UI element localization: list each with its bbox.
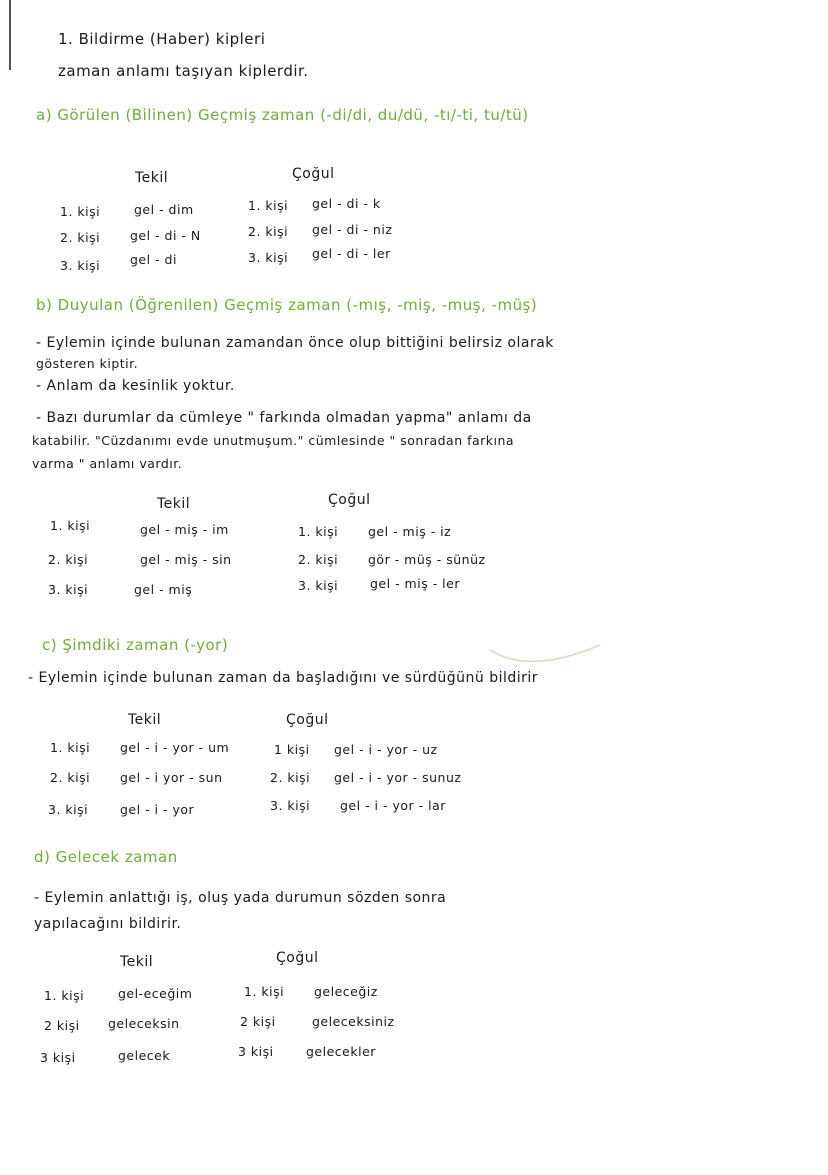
section-d-row3-person: 3 kişi xyxy=(40,1050,76,1065)
section-c-row3-form: gel - i - yor xyxy=(120,802,195,817)
section-c-row3-plural-person: 3. kişi xyxy=(270,798,311,813)
section-b-row3-plural-form: gel - miş - ler xyxy=(370,576,460,591)
section-c-row2-plural-form: gel - i - yor - sunuz xyxy=(334,770,462,785)
section-a-row2-person: 2. kişi xyxy=(60,230,101,245)
section-a-row3-plural-form: gel - di - ler xyxy=(312,246,391,261)
section-b-row3-plural-person: 3. kişi xyxy=(298,578,339,593)
section-a-tekil-label: Tekil xyxy=(135,170,169,186)
section-c-row2-person: 2. kişi xyxy=(50,770,91,785)
section-b-row1-person: 1. kişi xyxy=(50,518,91,533)
section-c-cogul-label: Çoğul xyxy=(286,712,329,728)
section-c-row1-form: gel - i - yor - um xyxy=(120,740,230,755)
section-b-title: b) Duyulan (Öğrenilen) Geçmiş zaman (-mış, -miş, -muş, -müş) xyxy=(36,296,538,314)
section-b-bullet1-line2: gösteren kiptir. xyxy=(36,356,139,371)
section-d-bullet-line1: - Eylemin anlattığı iş, oluş yada durumun sözden sonra xyxy=(34,890,447,906)
section-a-row3-plural-person: 3. kişi xyxy=(248,250,289,265)
section-b-bullet1-line1: - Eylemin içinde bulunan zamandan önce olup bittiğini belirsiz olarak xyxy=(36,335,554,351)
section-a-row2-plural-person: 2. kişi xyxy=(248,224,289,239)
section-c-row3-plural-form: gel - i - yor - lar xyxy=(340,798,446,813)
section-c-row1-plural-person: 1 kişi xyxy=(274,742,310,757)
section-d-row2-person: 2 kişi xyxy=(44,1018,80,1033)
section-a-row1-plural-person: 1. kişi xyxy=(248,198,289,213)
section-a-row2-form: gel - di - N xyxy=(130,228,201,243)
section-b-row2-plural-form: gör - müş - sünüz xyxy=(368,552,486,567)
section-c-bullet: - Eylemin içinde bulunan zaman da başladığını ve sürdüğünü bildirir xyxy=(28,670,539,686)
section-d-row1-plural-person: 1. kişi xyxy=(244,984,285,999)
section-b-cogul-label: Çoğul xyxy=(328,492,371,508)
section-d-row2-form: geleceksin xyxy=(108,1016,180,1031)
section-c-row1-person: 1. kişi xyxy=(50,740,91,755)
section-b-bullet3-line1: - Bazı durumlar da cümleye " farkında olmadan yapma" anlamı da xyxy=(36,410,532,426)
faint-scribble xyxy=(480,630,610,670)
section-d-row1-person: 1. kişi xyxy=(44,988,85,1003)
intro-line: zaman anlamı taşıyan kiplerdir. xyxy=(58,62,309,80)
section-b-row2-form: gel - miş - sin xyxy=(140,552,232,567)
section-d-row2-plural-form: geleceksiniz xyxy=(312,1014,395,1029)
section-d-title: d) Gelecek zaman xyxy=(34,848,178,866)
page-title: 1. Bildirme (Haber) kipleri xyxy=(58,30,266,48)
section-a-row1-plural-form: gel - di - k xyxy=(312,196,381,211)
section-c-row1-plural-form: gel - i - yor - uz xyxy=(334,742,438,757)
section-b-row3-person: 3. kişi xyxy=(48,582,89,597)
section-a-title: a) Görülen (Bilinen) Geçmiş zaman (-di/di, du/dü, -tı/-ti, tu/tü) xyxy=(36,106,529,124)
page-edge-line xyxy=(9,0,11,70)
section-a-row1-form: gel - dim xyxy=(134,202,194,217)
section-d-row3-plural-form: gelecekler xyxy=(306,1044,376,1059)
section-a-row3-form: gel - di xyxy=(130,252,177,267)
section-b-row1-plural-form: gel - miş - iz xyxy=(368,524,452,539)
section-a-row1-person: 1. kişi xyxy=(60,204,101,219)
section-d-bullet-line2: yapılacağını bildirir. xyxy=(34,916,182,932)
section-a-row3-person: 3. kişi xyxy=(60,258,101,273)
section-d-cogul-label: Çoğul xyxy=(276,950,319,966)
section-d-row1-form: gel-eceğim xyxy=(118,986,193,1001)
section-c-title: c) Şimdiki zaman (-yor) xyxy=(42,636,229,654)
section-d-row3-form: gelecek xyxy=(118,1048,171,1063)
section-c-row2-plural-person: 2. kişi xyxy=(270,770,311,785)
section-b-row2-plural-person: 2. kişi xyxy=(298,552,339,567)
section-b-bullet3-line2: katabilir. "Cüzdanımı evde unutmuşum." cümlesinde " sonradan farkına xyxy=(32,433,515,448)
section-c-row2-form: gel - i yor - sun xyxy=(120,770,223,785)
section-b-row1-plural-person: 1. kişi xyxy=(298,524,339,539)
section-d-tekil-label: Tekil xyxy=(120,954,154,970)
section-c-row3-person: 3. kişi xyxy=(48,802,89,817)
section-b-tekil-label: Tekil xyxy=(157,496,191,512)
section-b-bullet2-line1: - Anlam da kesinlik yoktur. xyxy=(36,378,235,394)
section-c-tekil-label: Tekil xyxy=(128,712,162,728)
section-b-row2-person: 2. kişi xyxy=(48,552,89,567)
section-d-row2-plural-person: 2 kişi xyxy=(240,1014,276,1029)
section-b-row1-form: gel - miş - im xyxy=(140,522,229,537)
section-d-row3-plural-person: 3 kişi xyxy=(238,1044,274,1059)
section-a-row2-plural-form: gel - di - niz xyxy=(312,222,393,237)
section-a-cogul-label: Çoğul xyxy=(292,166,335,182)
section-b-row3-form: gel - miş xyxy=(134,582,193,597)
section-b-bullet3-line3: varma " anlamı vardır. xyxy=(32,456,183,471)
section-d-row1-plural-form: geleceğiz xyxy=(314,984,378,999)
